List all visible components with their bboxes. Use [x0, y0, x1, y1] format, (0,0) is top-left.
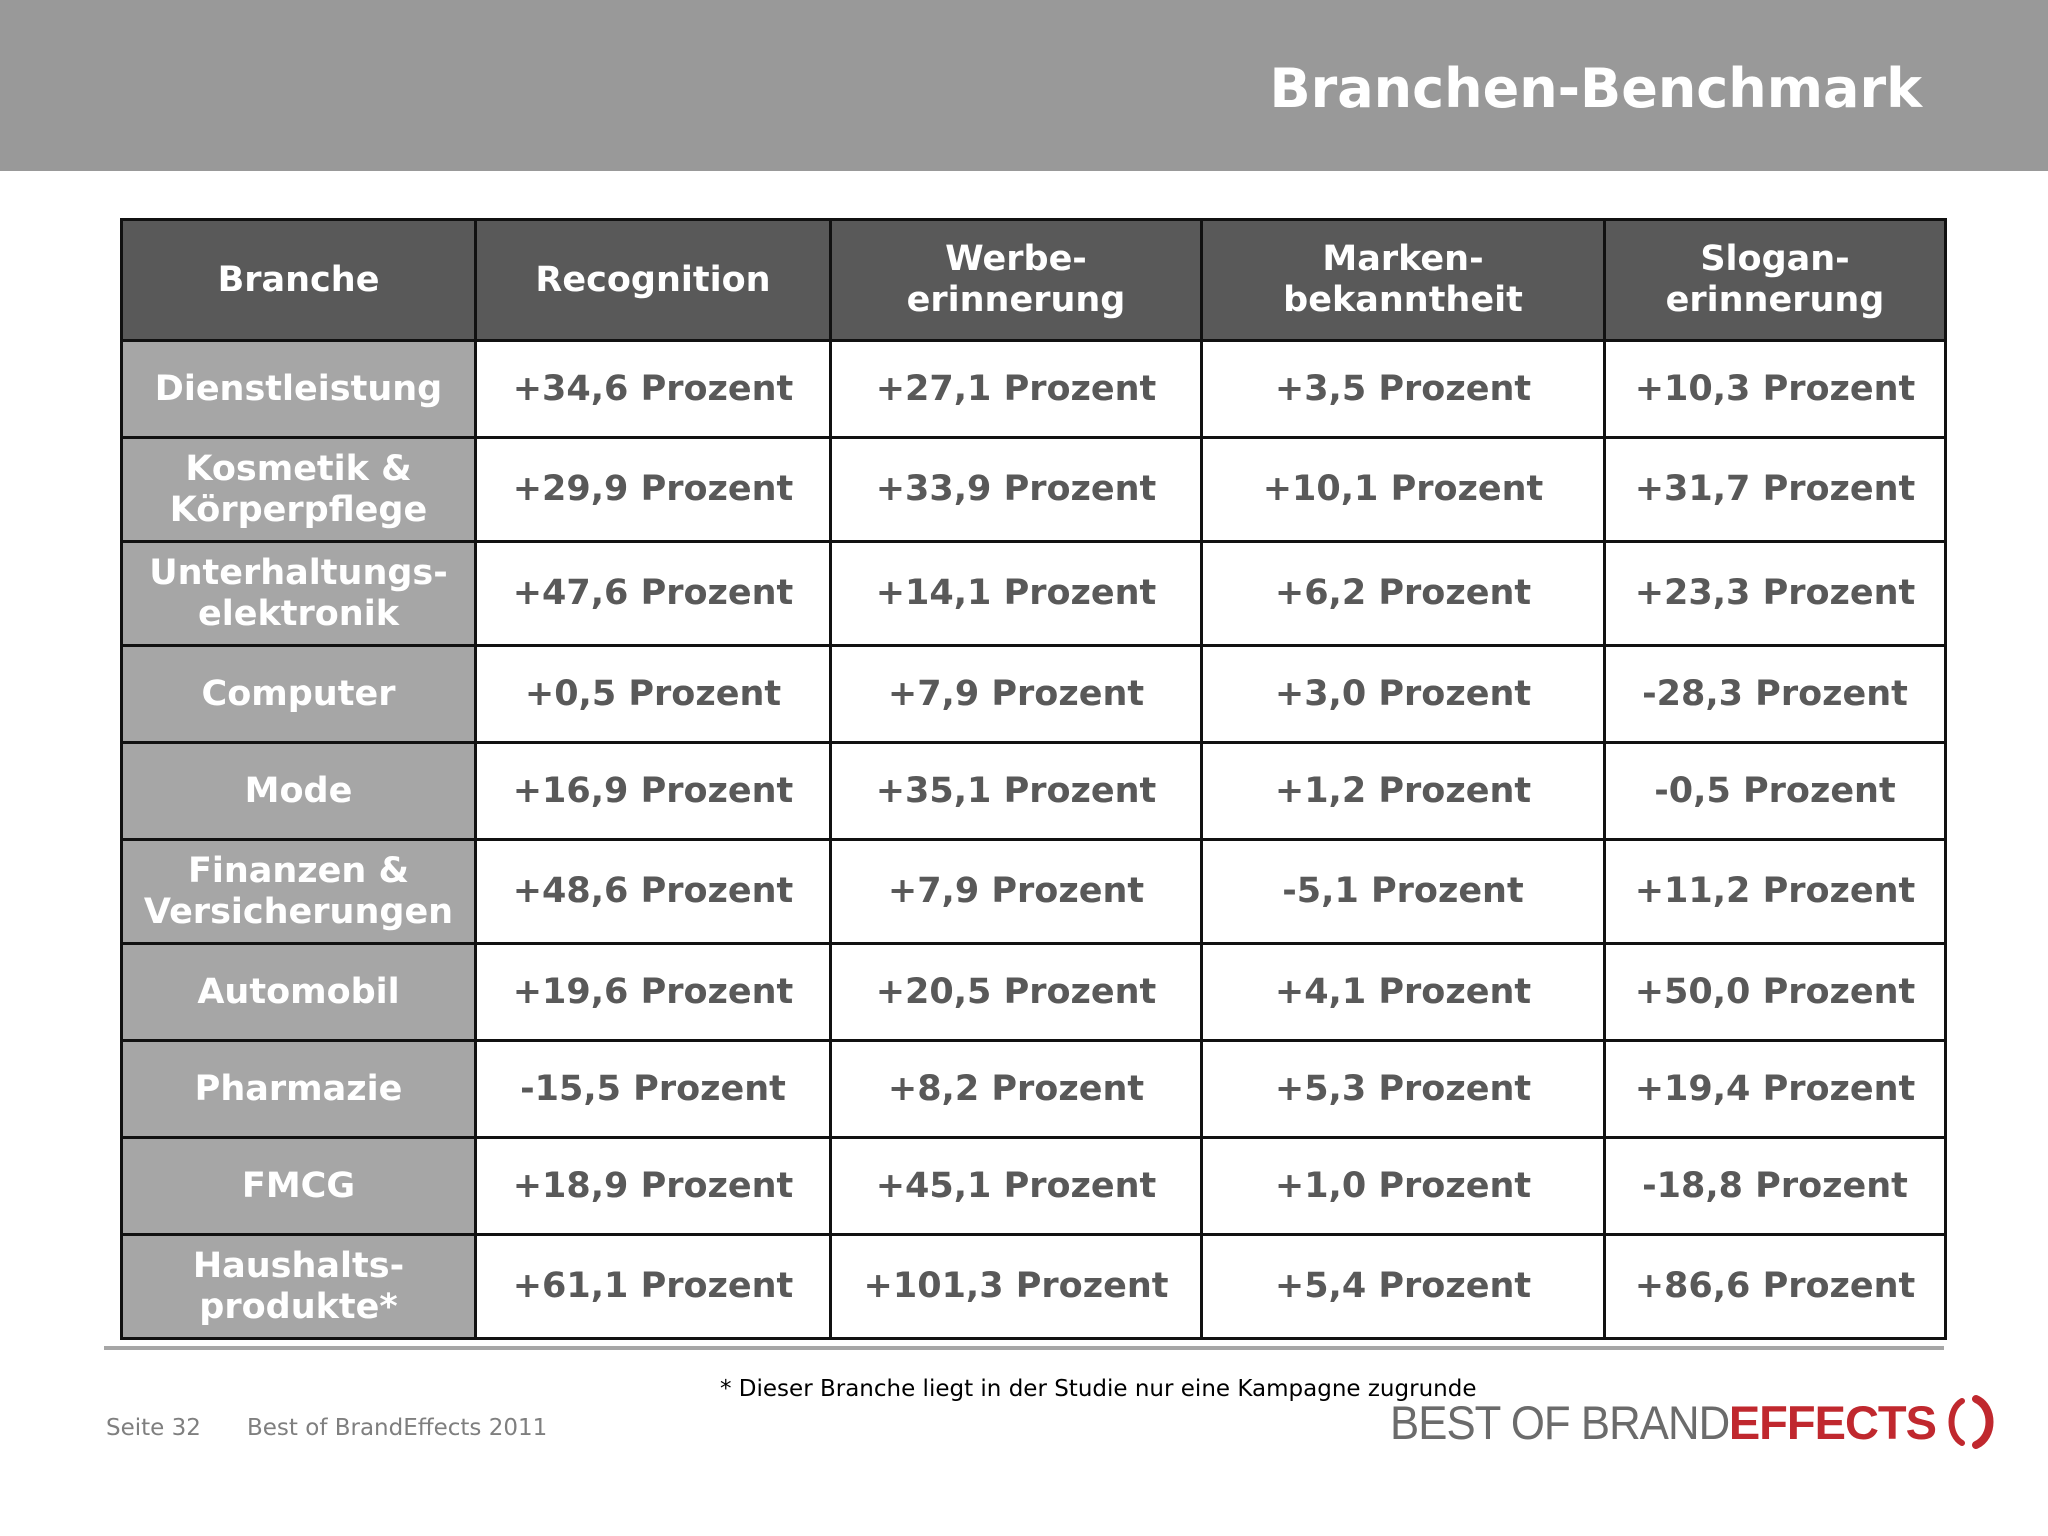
- logo-bracket-icon: [1942, 1393, 2000, 1451]
- column-header-markenbekanntheit: Marken- bekanntheit: [1202, 220, 1605, 341]
- value-cell: +10,3 Prozent: [1605, 341, 1946, 438]
- branch-cell: Haushalts- produkte*: [122, 1235, 476, 1339]
- branch-cell: Automobil: [122, 944, 476, 1041]
- value-cell: +35,1 Prozent: [831, 743, 1202, 840]
- branch-cell: Unterhaltungs- elektronik: [122, 542, 476, 646]
- value-cell: +29,9 Prozent: [476, 438, 831, 542]
- value-cell: -5,1 Prozent: [1202, 840, 1605, 944]
- value-cell: +3,0 Prozent: [1202, 646, 1605, 743]
- value-cell: +61,1 Prozent: [476, 1235, 831, 1339]
- value-cell: -15,5 Prozent: [476, 1041, 831, 1138]
- value-cell: +47,6 Prozent: [476, 542, 831, 646]
- brand-logo: [1390, 1392, 2000, 1452]
- value-cell: +86,6 Prozent: [1605, 1235, 1946, 1339]
- value-cell: +7,9 Prozent: [831, 646, 1202, 743]
- slide-title: Branchen-Benchmark: [1269, 57, 1922, 120]
- value-cell: +48,6 Prozent: [476, 840, 831, 944]
- branch-cell: Mode: [122, 743, 476, 840]
- column-header-sloganerinnerung: Slogan- erinnerung: [1605, 220, 1946, 341]
- value-cell: +3,5 Prozent: [1202, 341, 1605, 438]
- branch-cell: Finanzen & Versicherungen: [122, 840, 476, 944]
- value-cell: +33,9 Prozent: [831, 438, 1202, 542]
- value-cell: +19,4 Prozent: [1605, 1041, 1946, 1138]
- table-row: [122, 840, 1946, 944]
- branch-cell: Dienstleistung: [122, 341, 476, 438]
- table-row: [122, 743, 1946, 840]
- table-row: [122, 341, 1946, 438]
- branch-cell: Pharmazie: [122, 1041, 476, 1138]
- footnote: * Dieser Branche liegt in der Studie nur eine Kampagne zugrunde: [720, 1376, 1477, 1402]
- value-cell: +20,5 Prozent: [831, 944, 1202, 1041]
- bottom-divider: [104, 1346, 1944, 1350]
- value-cell: +34,6 Prozent: [476, 341, 831, 438]
- column-header-recognition: Recognition: [476, 220, 831, 341]
- value-cell: +1,2 Prozent: [1202, 743, 1605, 840]
- logo-text-red: EFFECTS: [1728, 1395, 1936, 1449]
- value-cell: +5,4 Prozent: [1202, 1235, 1605, 1339]
- table-row: [122, 438, 1946, 542]
- table-row: [122, 1235, 1946, 1339]
- value-cell: +16,9 Prozent: [476, 743, 831, 840]
- value-cell: +11,2 Prozent: [1605, 840, 1946, 944]
- table-header-row: [122, 220, 1946, 341]
- logo-text-gray: BEST OF BRAND: [1390, 1395, 1730, 1449]
- value-cell: -28,3 Prozent: [1605, 646, 1946, 743]
- value-cell: +50,0 Prozent: [1605, 944, 1946, 1041]
- value-cell: +27,1 Prozent: [831, 341, 1202, 438]
- value-cell: +8,2 Prozent: [831, 1041, 1202, 1138]
- value-cell: -18,8 Prozent: [1605, 1138, 1946, 1235]
- branch-cell: Kosmetik & Körperpflege: [122, 438, 476, 542]
- table-row: [122, 542, 1946, 646]
- column-header-werbeerinnerung: Werbe- erinnerung: [831, 220, 1202, 341]
- value-cell: +5,3 Prozent: [1202, 1041, 1605, 1138]
- table-row: [122, 1138, 1946, 1235]
- value-cell: +31,7 Prozent: [1605, 438, 1946, 542]
- value-cell: +4,1 Prozent: [1202, 944, 1605, 1041]
- value-cell: +101,3 Prozent: [831, 1235, 1202, 1339]
- value-cell: +7,9 Prozent: [831, 840, 1202, 944]
- value-cell: +19,6 Prozent: [476, 944, 831, 1041]
- value-cell: +23,3 Prozent: [1605, 542, 1946, 646]
- value-cell: +18,9 Prozent: [476, 1138, 831, 1235]
- benchmark-table: [120, 218, 1947, 1340]
- value-cell: +10,1 Prozent: [1202, 438, 1605, 542]
- value-cell: +6,2 Prozent: [1202, 542, 1605, 646]
- value-cell: +0,5 Prozent: [476, 646, 831, 743]
- column-header-branche: Branche: [122, 220, 476, 341]
- value-cell: -0,5 Prozent: [1605, 743, 1946, 840]
- branch-cell: Computer: [122, 646, 476, 743]
- value-cell: +45,1 Prozent: [831, 1138, 1202, 1235]
- branch-cell: FMCG: [122, 1138, 476, 1235]
- value-cell: +1,0 Prozent: [1202, 1138, 1605, 1235]
- page-number: Seite 32: [106, 1415, 201, 1441]
- report-name: Best of BrandEffects 2011: [247, 1415, 548, 1441]
- table-row: [122, 944, 1946, 1041]
- table-row: [122, 646, 1946, 743]
- table-row: [122, 1041, 1946, 1138]
- value-cell: +14,1 Prozent: [831, 542, 1202, 646]
